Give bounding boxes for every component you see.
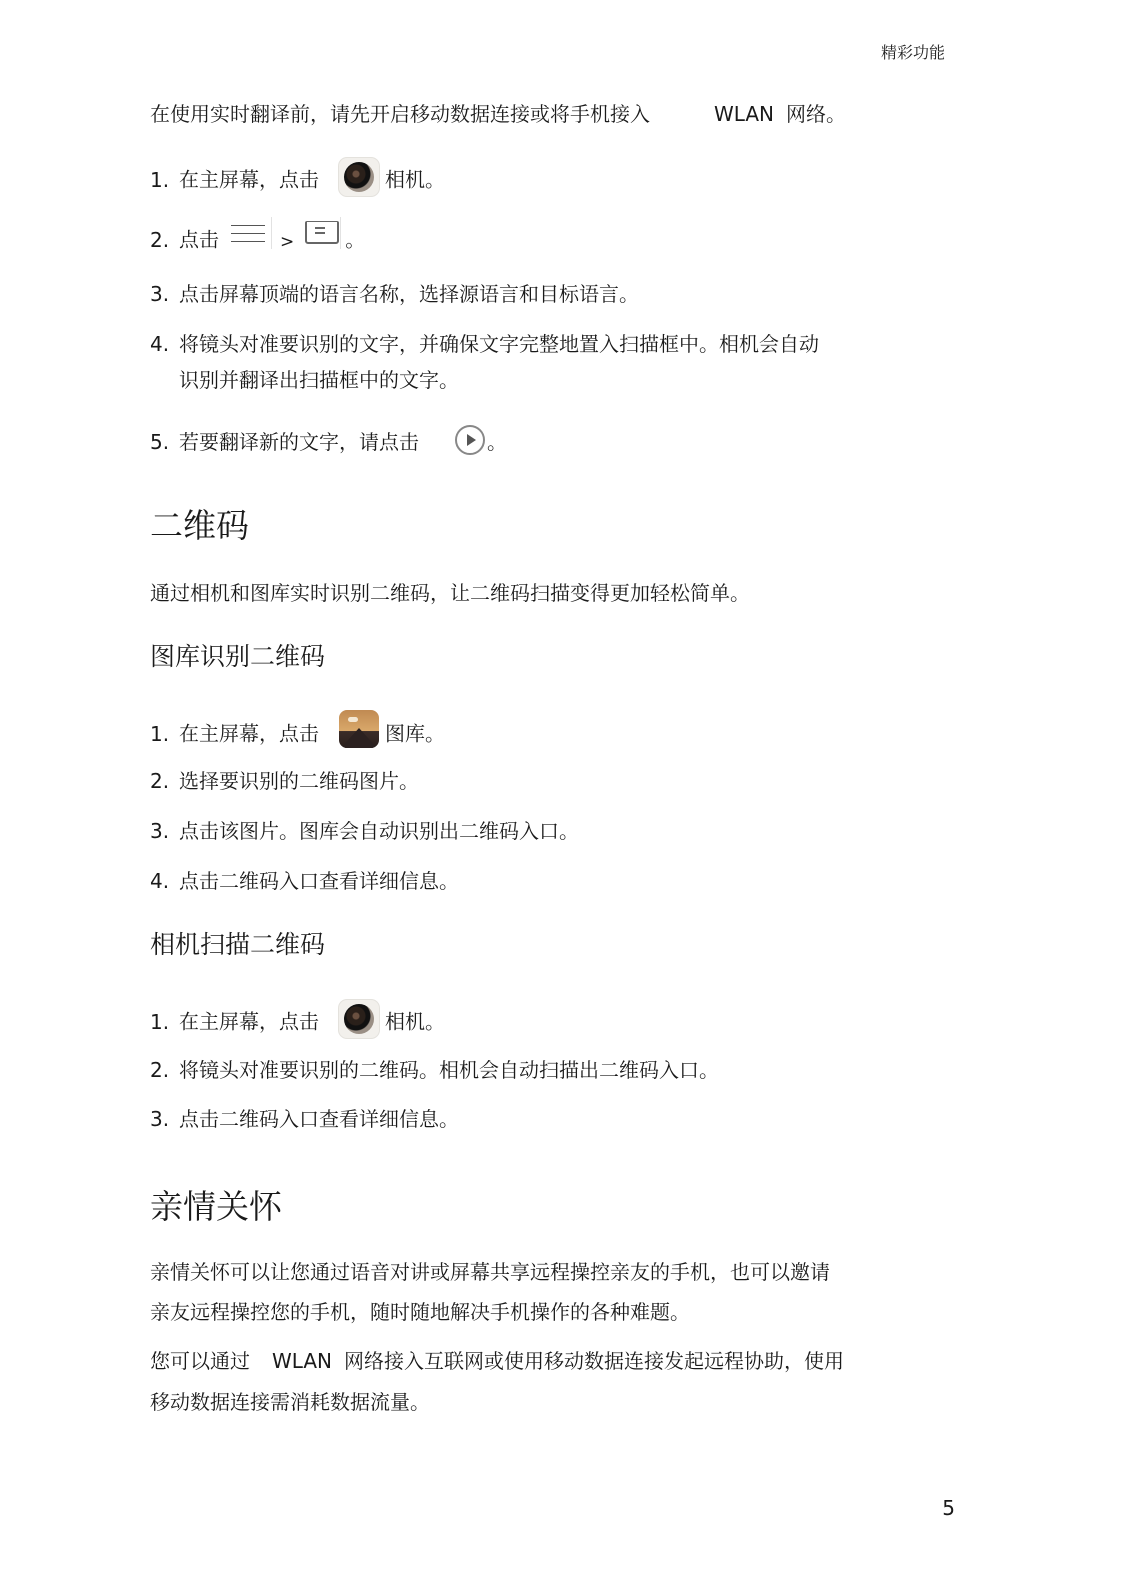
camera-step-1 xyxy=(150,1004,445,1042)
step-text: 在主屏幕，点击 xyxy=(179,1009,319,1034)
play-icon xyxy=(455,425,485,455)
step-text-after: 。 xyxy=(345,227,366,252)
translate-step-4 xyxy=(150,330,819,358)
menu-icon xyxy=(225,217,272,249)
gallery-step-3 xyxy=(150,817,579,845)
step-text-after: 。 xyxy=(487,430,507,454)
step-number: 4. xyxy=(150,332,170,356)
translate-step-2 xyxy=(150,225,365,257)
translate-book-icon xyxy=(302,217,341,249)
intro-wlan: WLAN xyxy=(714,102,775,126)
gallery-step-4 xyxy=(150,867,459,895)
subsection-title-camera-qr: 相机扫描二维码 xyxy=(150,930,326,959)
running-header: 精彩功能 xyxy=(880,43,945,62)
gallery-step-2 xyxy=(150,767,419,795)
section-title-qr: 二维码 xyxy=(150,506,249,545)
arrow-separator: > xyxy=(280,231,295,252)
care-paragraph-2-line-1 xyxy=(150,1347,844,1375)
step-number: 2. xyxy=(150,769,170,793)
step-text: 若要翻译新的文字，请点击 xyxy=(179,430,419,454)
translate-step-5 xyxy=(150,428,507,459)
care-paragraph-2-line-2: 移动数据连接需消耗数据流量。 xyxy=(150,1390,430,1414)
step-text: 在主屏幕，点击 xyxy=(179,167,319,192)
care-paragraph-1-line-1: 亲情关怀可以让您通过语音对讲或屏幕共享远程操控亲友的手机，也可以邀请 xyxy=(150,1260,830,1284)
step-text: 点击屏幕顶端的语言名称，选择源语言和目标语言。 xyxy=(179,282,639,306)
care-text: 您可以通过 xyxy=(150,1349,250,1373)
camera-step-2 xyxy=(150,1056,719,1084)
step-text: 选择要识别的二维码图片。 xyxy=(179,769,419,793)
translate-intro xyxy=(150,100,846,128)
step-text-after: 图库。 xyxy=(385,721,445,746)
step-text: 将镜头对准要识别的文字，并确保文字完整地置入扫描框中。相机会自动 xyxy=(179,332,819,356)
camera-icon xyxy=(339,1000,379,1038)
step-text: 在主屏幕，点击 xyxy=(179,721,319,746)
translate-step-4-line-2: 识别并翻译出扫描框中的文字。 xyxy=(179,368,459,392)
step-text-after: 相机。 xyxy=(385,1009,445,1034)
step-text-after: 相机。 xyxy=(385,167,445,192)
step-number: 1. xyxy=(150,1009,170,1034)
care-wlan: WLAN xyxy=(272,1349,333,1373)
camera-step-3 xyxy=(150,1105,459,1133)
section-title-care: 亲情关怀 xyxy=(150,1187,282,1226)
step-number: 4. xyxy=(150,869,170,893)
step-number: 2. xyxy=(150,1058,170,1082)
step-number: 1. xyxy=(150,167,170,192)
step-text: 点击该图片。图库会自动识别出二维码入口。 xyxy=(179,819,579,843)
step-number: 5. xyxy=(150,430,170,454)
page-number: 5 xyxy=(942,1496,955,1520)
step-text: 点击 xyxy=(179,227,219,252)
camera-icon xyxy=(339,158,379,196)
care-text-after: 网络接入互联网或使用移动数据连接发起远程协助，使用 xyxy=(344,1349,845,1373)
gallery-step-1 xyxy=(150,716,445,754)
intro-text: 在使用实时翻译前，请先开启移动数据连接或将手机接入 xyxy=(150,102,650,126)
qr-intro: 通过相机和图库实时识别二维码，让二维码扫描变得更加轻松简单。 xyxy=(150,581,750,605)
subsection-title-gallery-qr: 图库识别二维码 xyxy=(150,642,326,671)
step-text: 点击二维码入口查看详细信息。 xyxy=(179,1107,459,1131)
step-number: 2. xyxy=(150,227,170,252)
translate-step-3 xyxy=(150,280,639,308)
step-text: 将镜头对准要识别的二维码。相机会自动扫描出二维码入口。 xyxy=(179,1058,719,1082)
care-paragraph-1-line-2: 亲友远程操控您的手机，随时随地解决手机操作的各种难题。 xyxy=(150,1300,690,1324)
step-number: 3. xyxy=(150,282,170,306)
step-number: 3. xyxy=(150,1107,170,1131)
intro-suffix: 网络。 xyxy=(786,102,847,126)
gallery-icon xyxy=(339,710,379,748)
step-number: 1. xyxy=(150,721,170,746)
step-text: 点击二维码入口查看详细信息。 xyxy=(179,869,459,893)
step-number: 3. xyxy=(150,819,170,843)
translate-step-1 xyxy=(150,162,445,200)
